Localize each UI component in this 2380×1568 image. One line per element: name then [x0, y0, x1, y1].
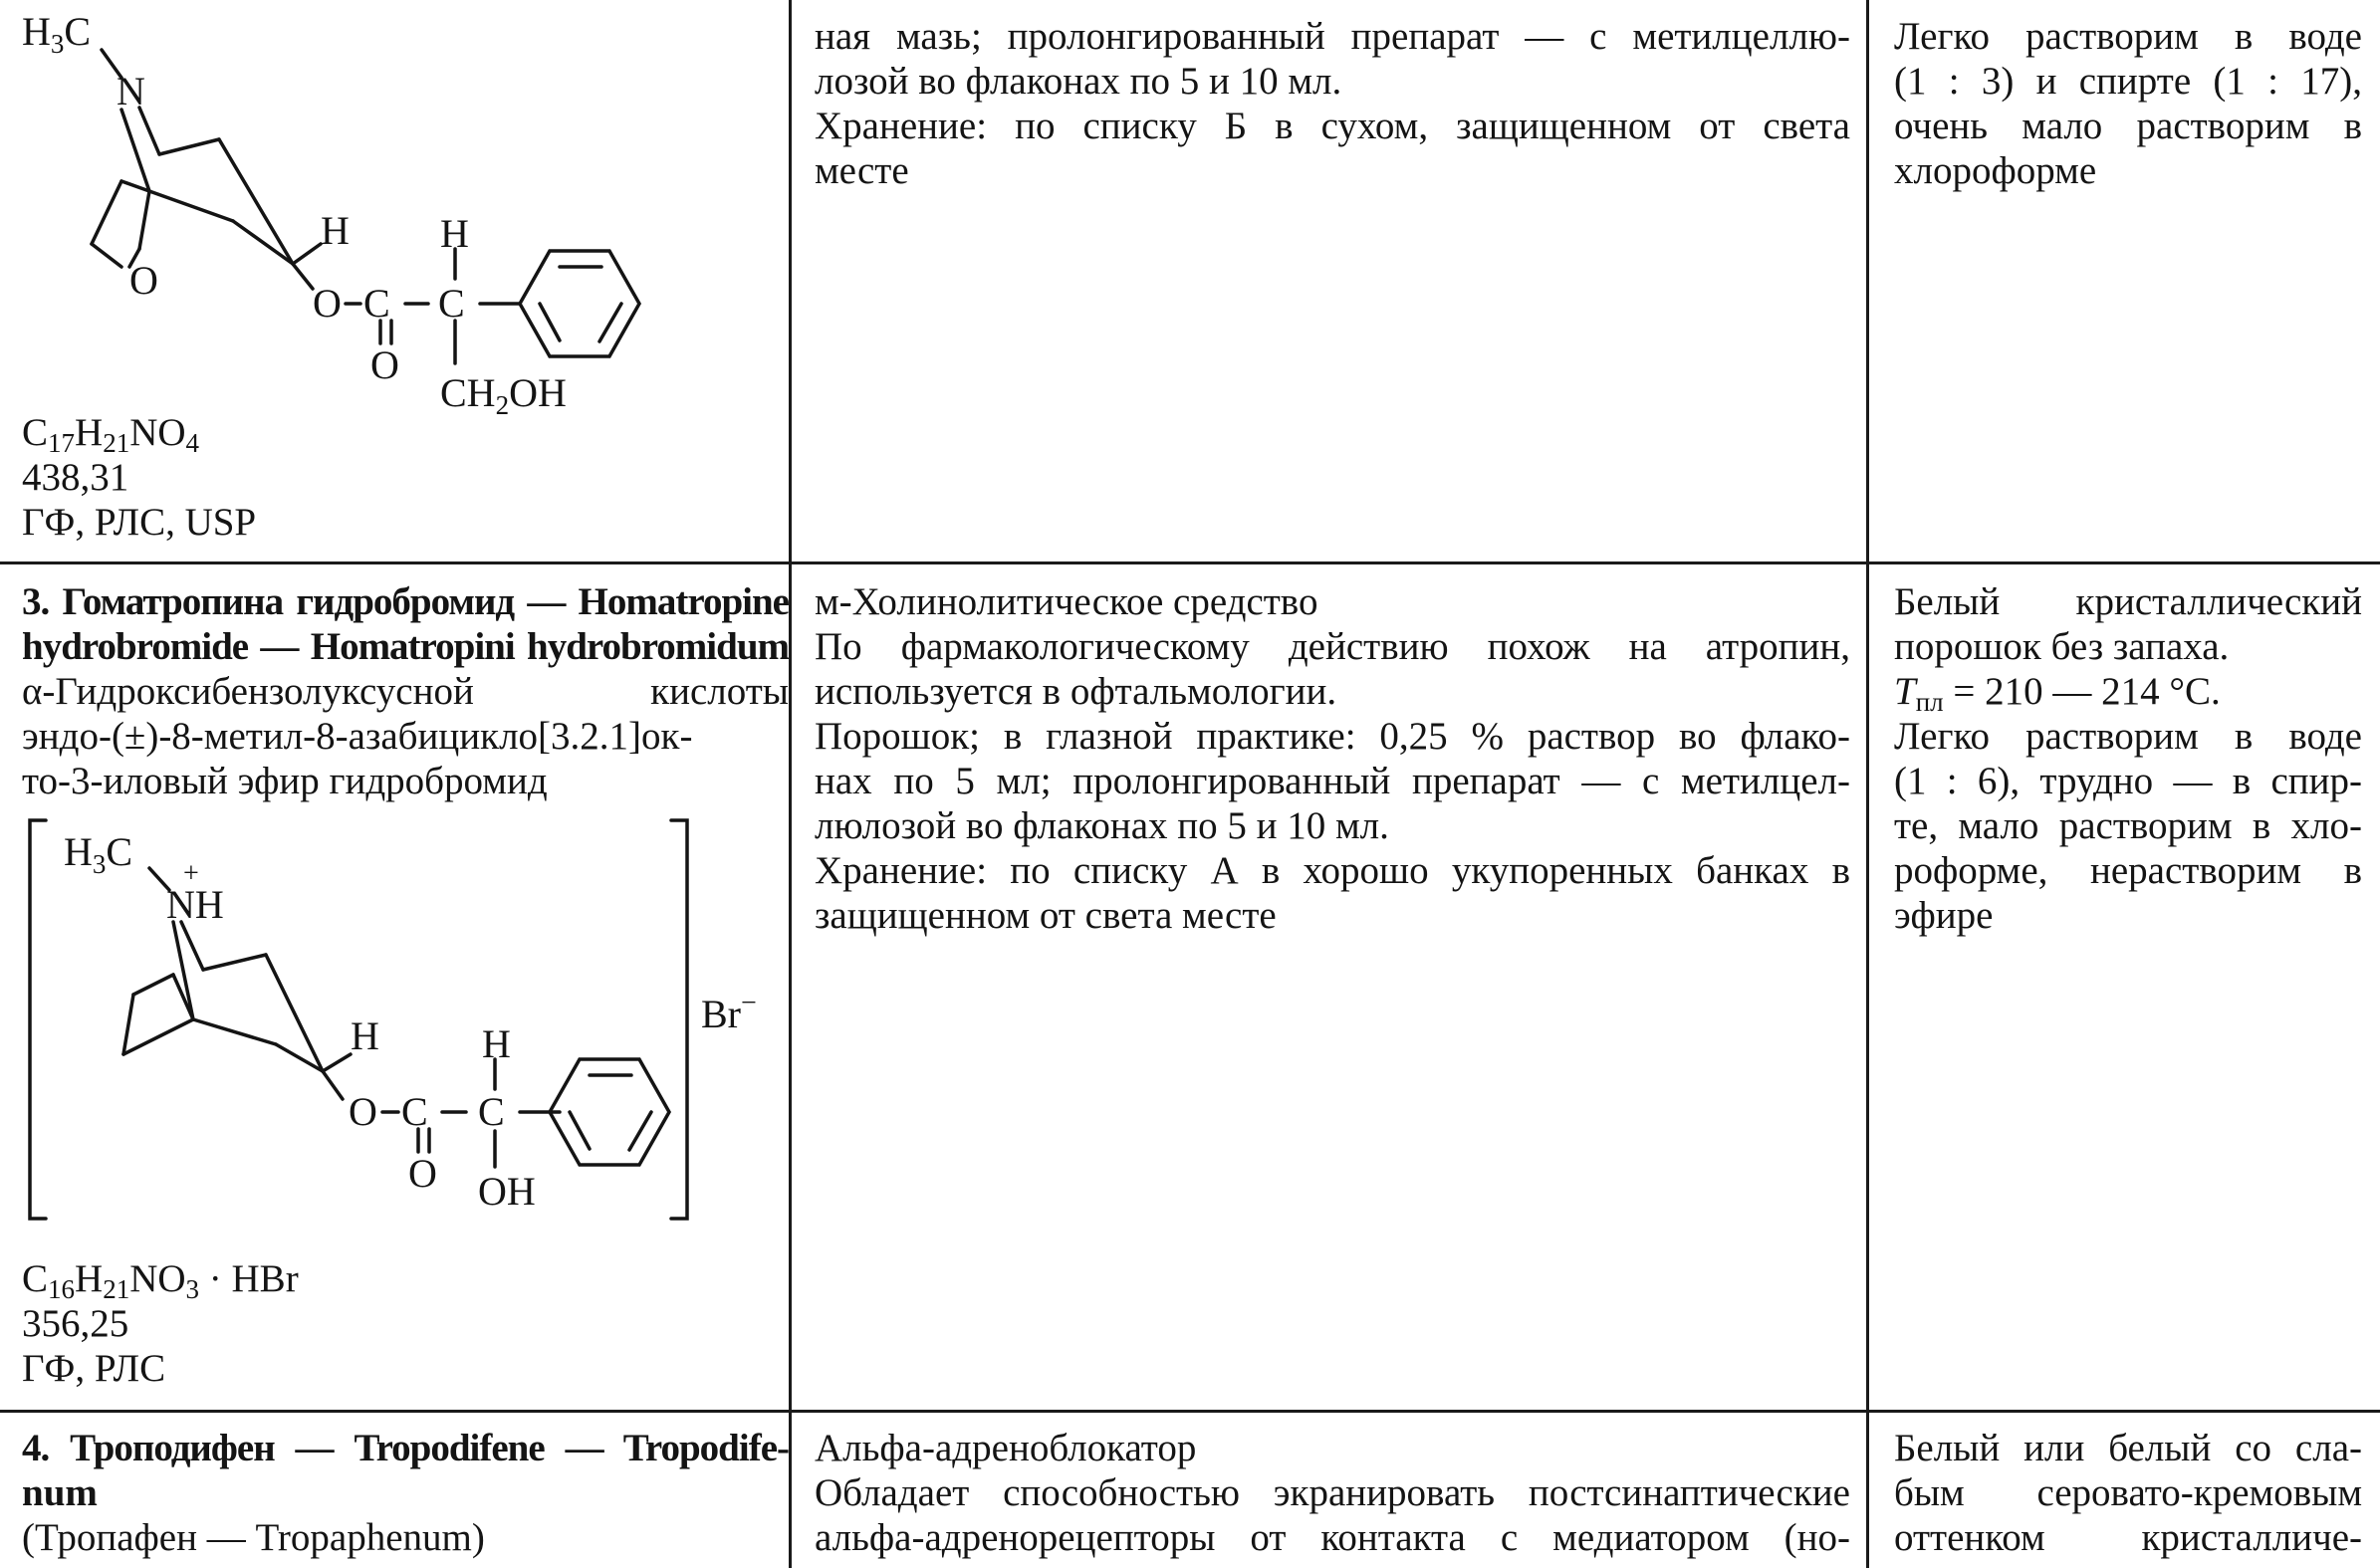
text-line: те, мало растворим в хло-: [1894, 804, 2362, 847]
alpha-h-label: H: [482, 1021, 511, 1066]
molecular-formula: $C_{17}H_{21}NO_4$: [22, 411, 200, 458]
plus-charge: +: [183, 858, 199, 889]
text-line: (1 : 3) и спирте (1 : 17),: [1894, 60, 2362, 103]
row-divider-1: [0, 561, 2380, 564]
text-line: хлороформе: [1894, 149, 2097, 192]
drug-class: м-Холинолитическое средство: [815, 580, 1318, 623]
text-line: оттенком кристалличе-: [1894, 1516, 2362, 1559]
h-label: H: [351, 1013, 379, 1058]
text-line: ная мазь; пролонгированный препарат — с метилцеллю-: [815, 15, 1850, 58]
column-divider-2: [1866, 0, 1869, 1568]
oh-label: OH: [478, 1169, 536, 1214]
drug-class: Альфа-адреноблокатор: [815, 1427, 1197, 1469]
text-line: очень мало растворим в: [1894, 105, 2362, 147]
text-line: По фармакологическому действию похож на атропин,: [815, 625, 1850, 668]
pharmacopoeia-sources: ГФ, РЛС: [22, 1347, 166, 1390]
homatropine-structure: [22, 810, 789, 1229]
text-line: Белый или белый со сла-: [1894, 1427, 2362, 1469]
drug-title: 3. Гоматропина гидробромид — Homatropine: [22, 580, 789, 623]
nitrogen-label: N: [117, 69, 145, 113]
text-line: защищенном от света месте: [815, 894, 1277, 937]
molecular-mass: 356,25: [22, 1302, 129, 1345]
row3-properties-cell: [1894, 1426, 2362, 1560]
synonym: (Тропафен — Tropaphenum): [22, 1516, 485, 1559]
text-line: Хранение: по списку А в хорошо укупоренных банках в: [815, 849, 1850, 892]
text-line: бым серовато-кремовым: [1894, 1471, 2362, 1514]
melting-point: $T_{пл} = 210$ — 214 °C.: [1894, 670, 2221, 717]
text-line: Легко растворим в воде: [1894, 715, 2362, 758]
row1-structure-cell: [22, 0, 789, 561]
carbonyl-oxygen-label: O: [408, 1151, 437, 1196]
ester-carbon-label: C: [401, 1089, 428, 1134]
carbonyl-oxygen-label: O: [370, 342, 399, 387]
chemical-name: эндо-(±)-8-метил-8-азабицикло[3.2.1]ок-: [22, 715, 693, 758]
text-line: роформе, нерастворим в: [1894, 849, 2362, 892]
row1-application-cell: [815, 14, 1850, 193]
molecular-mass: 438,31: [22, 456, 129, 499]
h3c-label: $H_3C$: [22, 9, 92, 59]
row1-properties-cell: [1894, 14, 2362, 193]
ester-oxygen-label: O: [349, 1089, 377, 1134]
chemical-name: α-Гидроксибензолуксусной кислоты: [22, 670, 789, 713]
molecular-formula: $C_{16}H_{21}NO_3$ · HBr: [22, 1257, 299, 1304]
column-divider-1: [789, 0, 792, 1568]
text-line: люлозой во флаконах по 5 и 10 мл.: [815, 804, 1389, 847]
row3-structure-cell: [22, 1426, 789, 1560]
text-line: Легко растворим в воде: [1894, 15, 2362, 58]
text-line: месте: [815, 149, 909, 192]
nh-label: NH: [166, 882, 224, 927]
alpha-carbon-label: C: [478, 1089, 505, 1134]
alpha-h-label: H: [440, 211, 469, 256]
scopolamine-structure: [22, 0, 699, 418]
text-line: используется в офтальмологии.: [815, 670, 1337, 713]
ester-oxygen-label: O: [313, 281, 342, 326]
text-line: нах по 5 мл; пролонгированный препарат — с метилцел-: [815, 760, 1850, 802]
text-line: альфа-адренорецепторы от контакта с медиатором (но-: [815, 1516, 1850, 1559]
text-line: лозой во флаконах по 5 и 10 мл.: [815, 60, 1342, 103]
drug-title: 4. Троподифен — Tropodifene — Tropodife-: [22, 1427, 789, 1469]
text-line: порошок без запаха.: [1894, 625, 2230, 668]
chemical-name: то-3-иловый эфир гидробромид: [22, 760, 548, 802]
text-line: Хранение: по списку Б в сухом, защищенном от света: [815, 105, 1850, 147]
alpha-carbon-label: C: [438, 281, 465, 326]
row2-structure-cell: [22, 579, 789, 1410]
text-line: Белый кристаллический: [1894, 580, 2362, 623]
text-line: (1 : 6), трудно — в спир-: [1894, 760, 2362, 802]
h3c-label: $H_3C$: [64, 829, 133, 879]
row2-properties-cell: [1894, 579, 2362, 938]
text-line: Порошок; в глазной практике: 0,25 % раствор во флако-: [815, 715, 1850, 758]
drug-title: hydrobromide — Homatropini hydrobromidum: [22, 625, 789, 668]
ester-carbon-label: C: [363, 281, 390, 326]
row3-application-cell: [815, 1426, 1850, 1560]
bromide-label: Br−: [701, 988, 757, 1036]
text-line: Обладает способностью экранировать постсинаптические: [815, 1471, 1850, 1514]
epoxide-oxygen-label: O: [129, 258, 158, 303]
row-divider-2: [0, 1410, 2380, 1413]
h-label: H: [321, 208, 350, 253]
row2-application-cell: [815, 579, 1850, 938]
drug-title: num: [22, 1471, 98, 1514]
ch2oh-label: $CH_2OH$: [440, 370, 567, 418]
text-line: эфире: [1894, 894, 1994, 937]
pharmacopoeia-sources: ГФ, РЛС, USP: [22, 501, 257, 544]
